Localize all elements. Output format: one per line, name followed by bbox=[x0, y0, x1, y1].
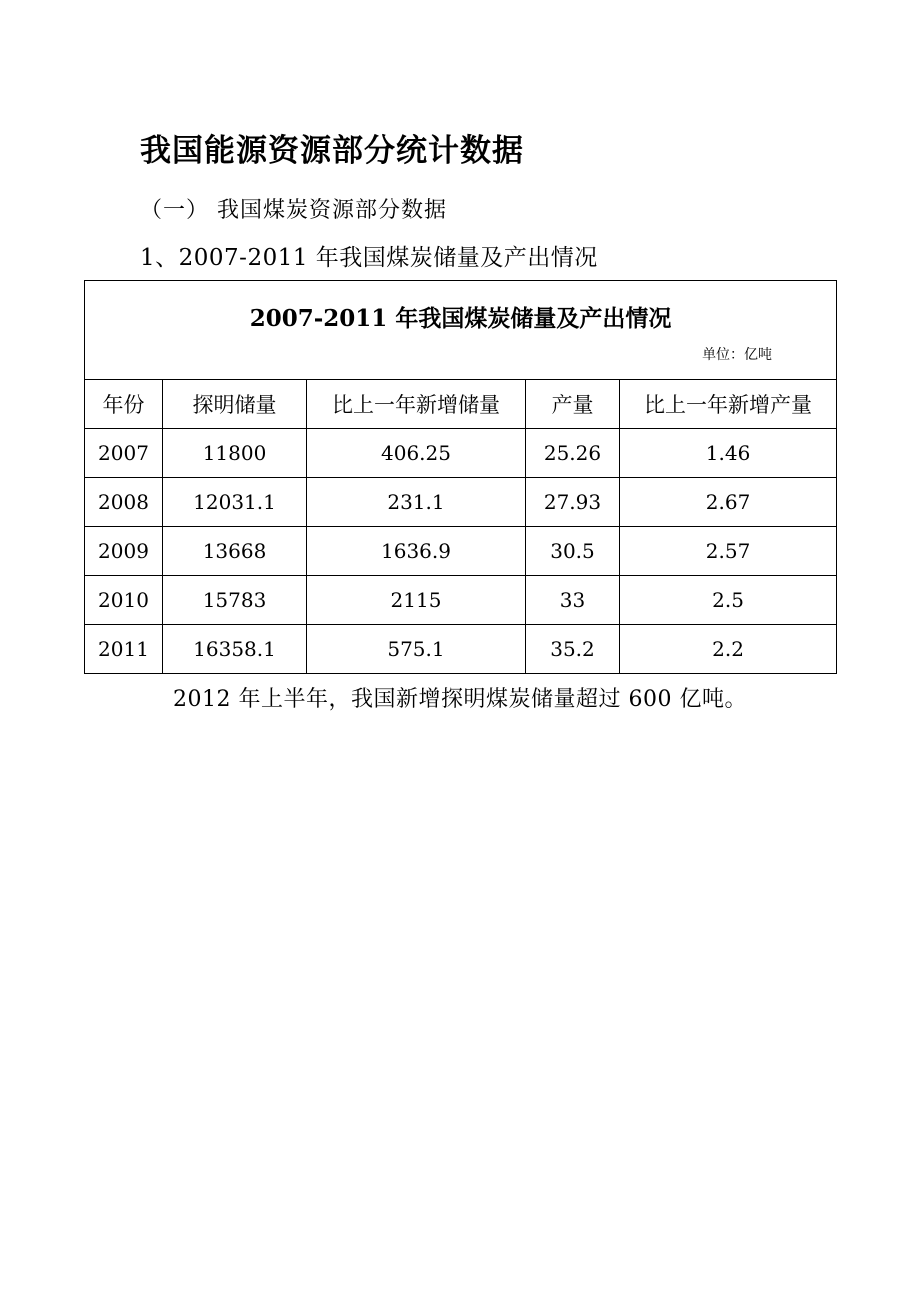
cell-output-increase: 1.46 bbox=[620, 429, 837, 478]
table-header-row bbox=[85, 380, 837, 429]
coal-reserves-table bbox=[84, 280, 837, 674]
cell-proven-reserves: 12031.1 bbox=[163, 478, 307, 527]
cell-output: 25.26 bbox=[526, 429, 620, 478]
cell-output-increase: 2.5 bbox=[620, 576, 837, 625]
cell-proven-reserves: 15783 bbox=[163, 576, 307, 625]
cell-output-increase: 2.2 bbox=[620, 625, 837, 674]
table-caption-row bbox=[85, 281, 837, 380]
cell-proven-reserves: 16358.1 bbox=[163, 625, 307, 674]
table-title: 2007-2011 年我国煤炭储量及产出情况 bbox=[249, 305, 672, 332]
coal-table-container bbox=[84, 280, 836, 674]
table-row bbox=[85, 527, 837, 576]
cell-year: 2010 bbox=[85, 576, 163, 625]
cell-reserve-increase: 575.1 bbox=[307, 625, 526, 674]
cell-reserve-increase: 406.25 bbox=[307, 429, 526, 478]
cell-output: 30.5 bbox=[526, 527, 620, 576]
cell-proven-reserves: 11800 bbox=[163, 429, 307, 478]
cell-year: 2008 bbox=[85, 478, 163, 527]
header-output: 产量 bbox=[526, 380, 620, 429]
cell-year: 2011 bbox=[85, 625, 163, 674]
cell-output-increase: 2.67 bbox=[620, 478, 837, 527]
header-output-increase: 比上一年新增产量 bbox=[620, 380, 837, 429]
table-caption-cell bbox=[85, 281, 837, 380]
document-title: 我国能源资源部分统计数据 bbox=[140, 133, 524, 169]
footnote-text: 2012 年上半年，我国新增探明煤炭储量超过 600 亿吨。 bbox=[173, 687, 747, 712]
cell-output: 27.93 bbox=[526, 478, 620, 527]
section-heading: （一） 我国煤炭资源部分数据 bbox=[140, 198, 447, 223]
cell-output: 35.2 bbox=[526, 625, 620, 674]
table-row bbox=[85, 429, 837, 478]
cell-proven-reserves: 13668 bbox=[163, 527, 307, 576]
cell-output: 33 bbox=[526, 576, 620, 625]
header-reserve-increase: 比上一年新增储量 bbox=[307, 380, 526, 429]
cell-reserve-increase: 231.1 bbox=[307, 478, 526, 527]
header-proven-reserves: 探明储量 bbox=[163, 380, 307, 429]
sub-heading: 1、2007-2011 年我国煤炭储量及产出情况 bbox=[140, 245, 598, 271]
unit-note: 单位：亿吨 bbox=[702, 347, 773, 363]
cell-output-increase: 2.57 bbox=[620, 527, 837, 576]
cell-reserve-increase: 1636.9 bbox=[307, 527, 526, 576]
cell-year: 2009 bbox=[85, 527, 163, 576]
table-row bbox=[85, 625, 837, 674]
cell-reserve-increase: 2115 bbox=[307, 576, 526, 625]
table-row bbox=[85, 576, 837, 625]
header-year: 年份 bbox=[85, 380, 163, 429]
table-row bbox=[85, 478, 837, 527]
cell-year: 2007 bbox=[85, 429, 163, 478]
